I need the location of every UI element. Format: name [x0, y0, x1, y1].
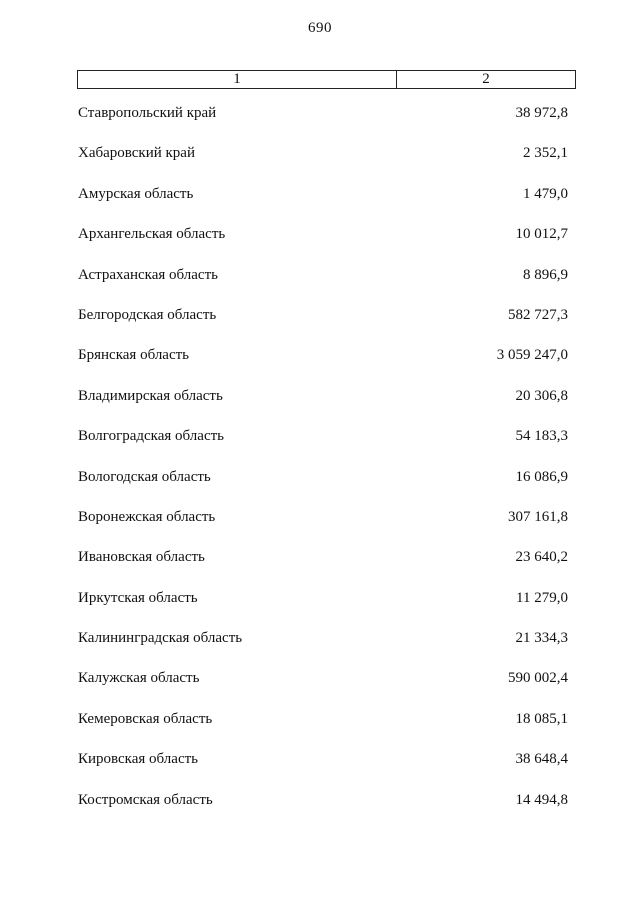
region-value: 54 183,3	[515, 428, 568, 445]
region-name: Ивановская область	[78, 549, 205, 566]
table-row	[0, 102, 640, 142]
region-value: 38 648,4	[515, 751, 568, 768]
table-row	[0, 304, 640, 344]
table-row	[0, 748, 640, 788]
table-row	[0, 466, 640, 506]
region-name: Калининградская область	[78, 630, 243, 647]
region-value: 307 161,8	[508, 508, 568, 525]
region-name: Архангельская область	[78, 226, 226, 243]
region-value: 16 086,9	[515, 468, 568, 485]
region-name: Костромская область	[78, 791, 213, 808]
region-value: 590 002,4	[508, 670, 568, 687]
region-name: Кировская область	[78, 751, 199, 768]
table-header	[77, 70, 576, 89]
region-name: Вологодская область	[78, 468, 211, 485]
region-value: 8 896,9	[523, 266, 568, 283]
region-name: Калужская область	[78, 670, 200, 687]
table-row	[0, 627, 640, 667]
region-value: 2 352,1	[523, 145, 568, 162]
region-name: Брянская область	[78, 347, 190, 364]
table-row	[0, 223, 640, 263]
region-name: Амурская область	[78, 185, 194, 202]
page-number: 690	[308, 20, 332, 36]
region-value: 10 012,7	[515, 226, 568, 243]
region-value: 38 972,8	[515, 105, 568, 121]
region-name: Иркутская область	[78, 589, 198, 606]
region-value: 21 334,3	[515, 630, 568, 647]
region-name: Ставропольский край	[78, 105, 217, 121]
region-value: 11 279,0	[516, 589, 568, 606]
region-name: Кемеровская область	[78, 710, 213, 727]
region-name: Волгоградская область	[78, 428, 224, 445]
region-value: 582 727,3	[508, 306, 568, 323]
region-name: Воронежская область	[78, 508, 216, 525]
table-row	[0, 546, 640, 586]
region-value: 23 640,2	[515, 549, 568, 566]
region-value: 20 306,8	[515, 387, 568, 404]
region-value: 1 479,0	[523, 185, 568, 202]
table-row	[0, 667, 640, 707]
table-row	[0, 587, 640, 627]
table-row	[0, 425, 640, 465]
region-value: 3 059 247,0	[496, 347, 568, 364]
table-header-column-2: 2	[482, 71, 490, 87]
table-row	[0, 506, 640, 546]
table-row	[0, 142, 640, 182]
table-row	[0, 183, 640, 223]
region-value: 14 494,8	[515, 791, 568, 808]
region-value: 18 085,1	[515, 710, 568, 727]
table-row	[0, 264, 640, 304]
table-row	[0, 344, 640, 384]
table-row	[0, 385, 640, 425]
region-name: Астраханская область	[78, 266, 218, 283]
table-body	[0, 102, 640, 829]
table-header-column-1: 1	[78, 71, 397, 88]
table-row	[0, 789, 640, 829]
region-name: Хабаровский край	[78, 145, 195, 162]
region-name: Белгородская область	[78, 306, 217, 323]
table-row	[0, 708, 640, 748]
region-name: Владимирская область	[78, 387, 223, 404]
